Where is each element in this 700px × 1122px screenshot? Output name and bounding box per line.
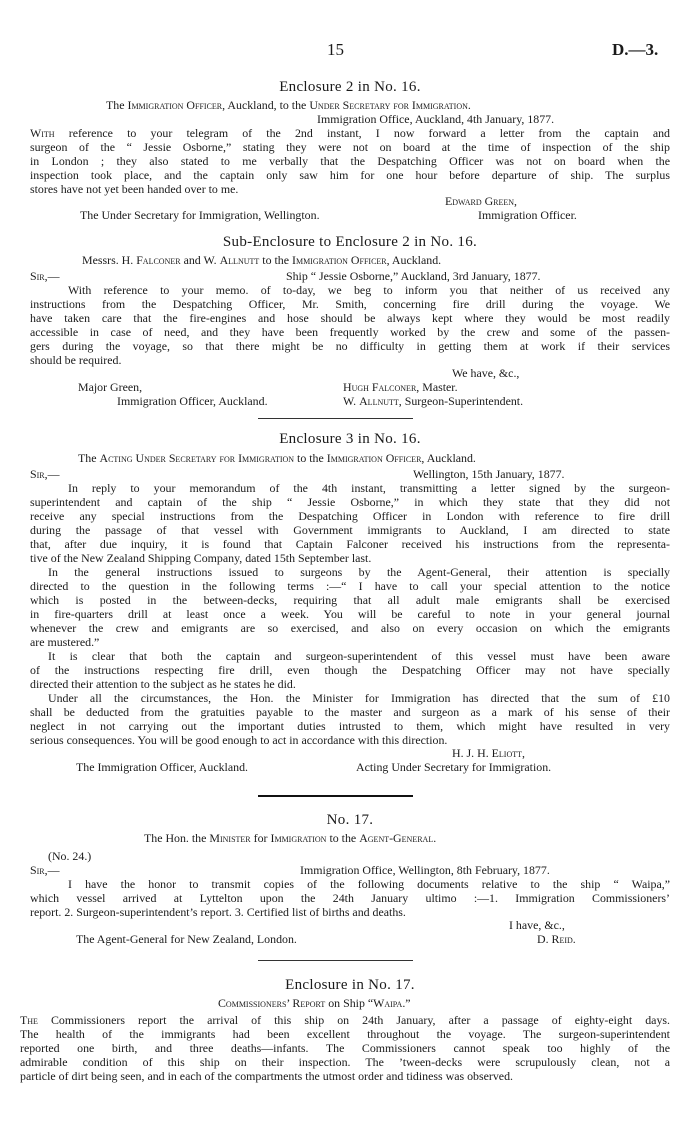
sub-enclosure-body-line: accessible in case of need, and they have been frequently worked by the crew and some of the passen- — [30, 325, 670, 339]
enclosure-3-body-line: superintendent and captain of the ship “ Jessie Osborne,” in which they state that they did not — [30, 495, 670, 509]
sub-enclosure-recipient-name: Major Green, — [78, 380, 143, 394]
enclosure-3-body-line: neglect in not carrying out the important duties intrusted to them, which might have resulted in very — [30, 719, 670, 733]
sub-enclosure-body-line: have taken care that the fire-engines and hose should be always kept where they would be most readily — [30, 311, 670, 325]
sub-enclosure-place-date: Ship “ Jessie Osborne,” Auckland, 3rd January, 1877. — [286, 269, 541, 283]
enclosure-2-addressee: The Under Secretary for Immigration, Wellington. — [80, 208, 320, 222]
section-divider-thick — [258, 795, 413, 797]
sub-enclosure-recipient-office: Immigration Officer, Auckland. — [117, 394, 268, 408]
enclosure-3-body-line: which is posted in the between-decks, requiring that all adult male emigrants shall be exercised — [30, 593, 670, 607]
section-divider — [258, 418, 413, 419]
enclosure-3-body-line: during the passage of that vessel with Government immigrants to Auckland, I am directed to state — [30, 523, 670, 537]
enclosure-2-from-line: The Immigration Officer, Auckland, to the Under Secretary for Immigration. — [106, 98, 471, 112]
enclosure-3-signer: H. J. H. Eliott, — [452, 746, 525, 760]
sub-enclosure-signer-surgeon: W. Allnutt, Surgeon-Superintendent. — [343, 394, 524, 408]
enclosure-3-body-line: that, after due inquiry, it is found that Captain Falconer received his instructions from the representa- — [30, 537, 670, 551]
section-divider — [258, 960, 413, 961]
enclosure-3-place-date: Wellington, 15th January, 1877. — [413, 467, 565, 481]
enclosure-2-place-date: Immigration Office, Auckland, 4th January, 1877. — [317, 112, 555, 126]
enclosure-3-heading: Enclosure 3 in No. 16. — [279, 431, 421, 447]
sub-enclosure-salutation: Sir,— — [30, 269, 60, 283]
no-17-heading: No. 17. — [326, 812, 374, 828]
enclosure-2-heading: Enclosure 2 in No. 16. — [279, 79, 421, 95]
enclosure-3-body-line: are mustered.” — [30, 635, 100, 649]
no-17-body-line: I have the honor to transmit copies of the following documents relative to the ship “ Waipa,” — [68, 877, 670, 891]
no-17-place-date: Immigration Office, Wellington, 8th February, 1877. — [300, 863, 550, 877]
enclosure-no-17-body-line: admirable condition of this ship on their inspection. The ’tween-decks were scrupulously clean, not a — [20, 1055, 670, 1069]
enclosure-3-signer-title: Acting Under Secretary for Immigration. — [356, 760, 552, 774]
no-17-body-line: report. 2. Surgeon-superintendent’s report. 3. Certified list of births and deaths. — [30, 905, 406, 919]
enclosure-no-17-body-line: particle of dirt being seen, and in each of the compartments the utmost order and tidiness was observed. — [20, 1069, 513, 1083]
enclosure-no-17-body-line: The health of the immigrants had been excellent throughout the voyage. The surgeon-superintendent — [20, 1027, 670, 1041]
enclosure-2-body-line: stores have not yet been handed over to me. — [30, 182, 239, 196]
enclosure-3-salutation: Sir,— — [30, 467, 60, 481]
no-17-signer: D. Reid. — [537, 932, 576, 946]
enclosure-2-body-line: in London ; they also stated to me verbally that the Despatching Officer was not on board when the — [30, 154, 670, 168]
sub-enclosure-heading: Sub-Enclosure to Enclosure 2 in No. 16. — [222, 234, 478, 250]
no-17-from-line: The Hon. the Minister for Immigration to the Agent-General. — [144, 831, 437, 845]
enclosure-3-body-line: In the general instructions issued to surgeons by the Agent-General, their attention is specially — [48, 565, 670, 579]
enclosure-3-body-line: It is clear that both the captain and surgeon-superintendent of this vessel must have been aware — [48, 649, 670, 663]
sub-enclosure-body-line: instructions from the Despatching Officer, Mr. Smith, concerning fire drill during the voyage. We — [30, 297, 670, 311]
no-17-addressee: The Agent-General for New Zealand, London. — [76, 932, 297, 946]
sub-enclosure-body-line: should be required. — [30, 353, 122, 367]
enclosure-3-addressee: The Immigration Officer, Auckland. — [76, 760, 248, 774]
sub-enclosure-body-line: With reference to your memo. of to-day, we beg to inform you that neither of us received any — [68, 283, 670, 297]
no-17-reference: (No. 24.) — [48, 849, 92, 863]
enclosure-3-body-line: In reply to your memorandum of the 4th instant, transmitting a letter signed by the surgeon- — [68, 481, 670, 495]
document-code: D.—3. — [612, 40, 659, 59]
no-17-closing: I have, &c., — [509, 918, 565, 932]
sub-enclosure-signer-master: Hugh Falconer, Master. — [343, 380, 458, 394]
enclosure-2-signer: Edward Green, — [445, 194, 518, 208]
enclosure-2-body-line: With reference to your telegram of the 2nd instant, I now forward a letter from the captain and — [30, 126, 670, 140]
no-17-salutation: Sir,— — [30, 863, 60, 877]
no-17-body-line: which vessel arrived at Lyttelton upon the 24th January ultimo :—1. Immigration Commissioners’ — [30, 891, 670, 905]
enclosure-no-17-subheading: Commissioners’ Report on Ship “Waipa.” — [218, 996, 411, 1010]
enclosure-3-body-line: tive of the New Zealand Shipping Company, dated 15th September last. — [30, 551, 372, 565]
enclosure-3-body-line: shall be deducted from the gratuities payable to the master and surgeon as a mark of his sense of their — [30, 705, 670, 719]
enclosure-3-body-line: directed to the question in the following terms :—“ I have to call your special attention to the notice — [30, 579, 670, 593]
enclosure-no-17-body-line: reported one birth, and three deaths—infants. The Commissioners cannot speak too highly of the — [20, 1041, 670, 1055]
enclosure-2-signer-title: Immigration Officer. — [478, 208, 577, 222]
page-number: 15 — [327, 40, 344, 59]
enclosure-no-17-heading: Enclosure in No. 17. — [285, 977, 415, 993]
enclosure-3-from-line: The Acting Under Secretary for Immigration to the Immigration Officer, Auckland. — [78, 451, 476, 465]
enclosure-2-body-line: inspection took place, and the captain only saw him for one hour before departure of ship. The surplus — [30, 168, 670, 182]
sub-enclosure-body-line: gers during the voyage, so that there might be no difficulty in getting them at work if their services — [30, 339, 670, 353]
enclosure-3-body-line: Under all the circumstances, the Hon. the Minister for Immigration has directed that the sum of £10 — [48, 691, 670, 705]
enclosure-3-body-line: receive any special instructions from the Despatching Officer in London with reference to fire drill — [30, 509, 670, 523]
enclosure-3-body-line: in fire-quarters drill at least once a week. You will be careful to note in your general journal — [30, 607, 670, 621]
enclosure-3-body-line: serious consequences. You will be good enough to act in accordance with this direction. — [30, 733, 448, 747]
enclosure-3-body-line: directed their attention to the subject as he states he did. — [30, 677, 296, 691]
sub-enclosure-closing: We have, &c., — [452, 366, 520, 380]
enclosure-no-17-body-line: The Commissioners report the arrival of this ship on 24th January, after a passage of eighty-eight days. — [20, 1013, 670, 1027]
enclosure-3-body-line: whenever the crew and emigrants are so exercised, and also on every occasion on which the emigrants — [30, 621, 670, 635]
sub-enclosure-from-line: Messrs. H. Falconer and W. Allnutt to the Immigration Officer, Auckland. — [82, 253, 442, 267]
enclosure-2-body-line: surgeon of the “ Jessie Osborne,” stating they were not on board at the time of inspection of the ship — [30, 140, 670, 154]
enclosure-3-body-line: of the instructions respecting fire drill, even though the Despatching Officer may not have specially — [30, 663, 670, 677]
